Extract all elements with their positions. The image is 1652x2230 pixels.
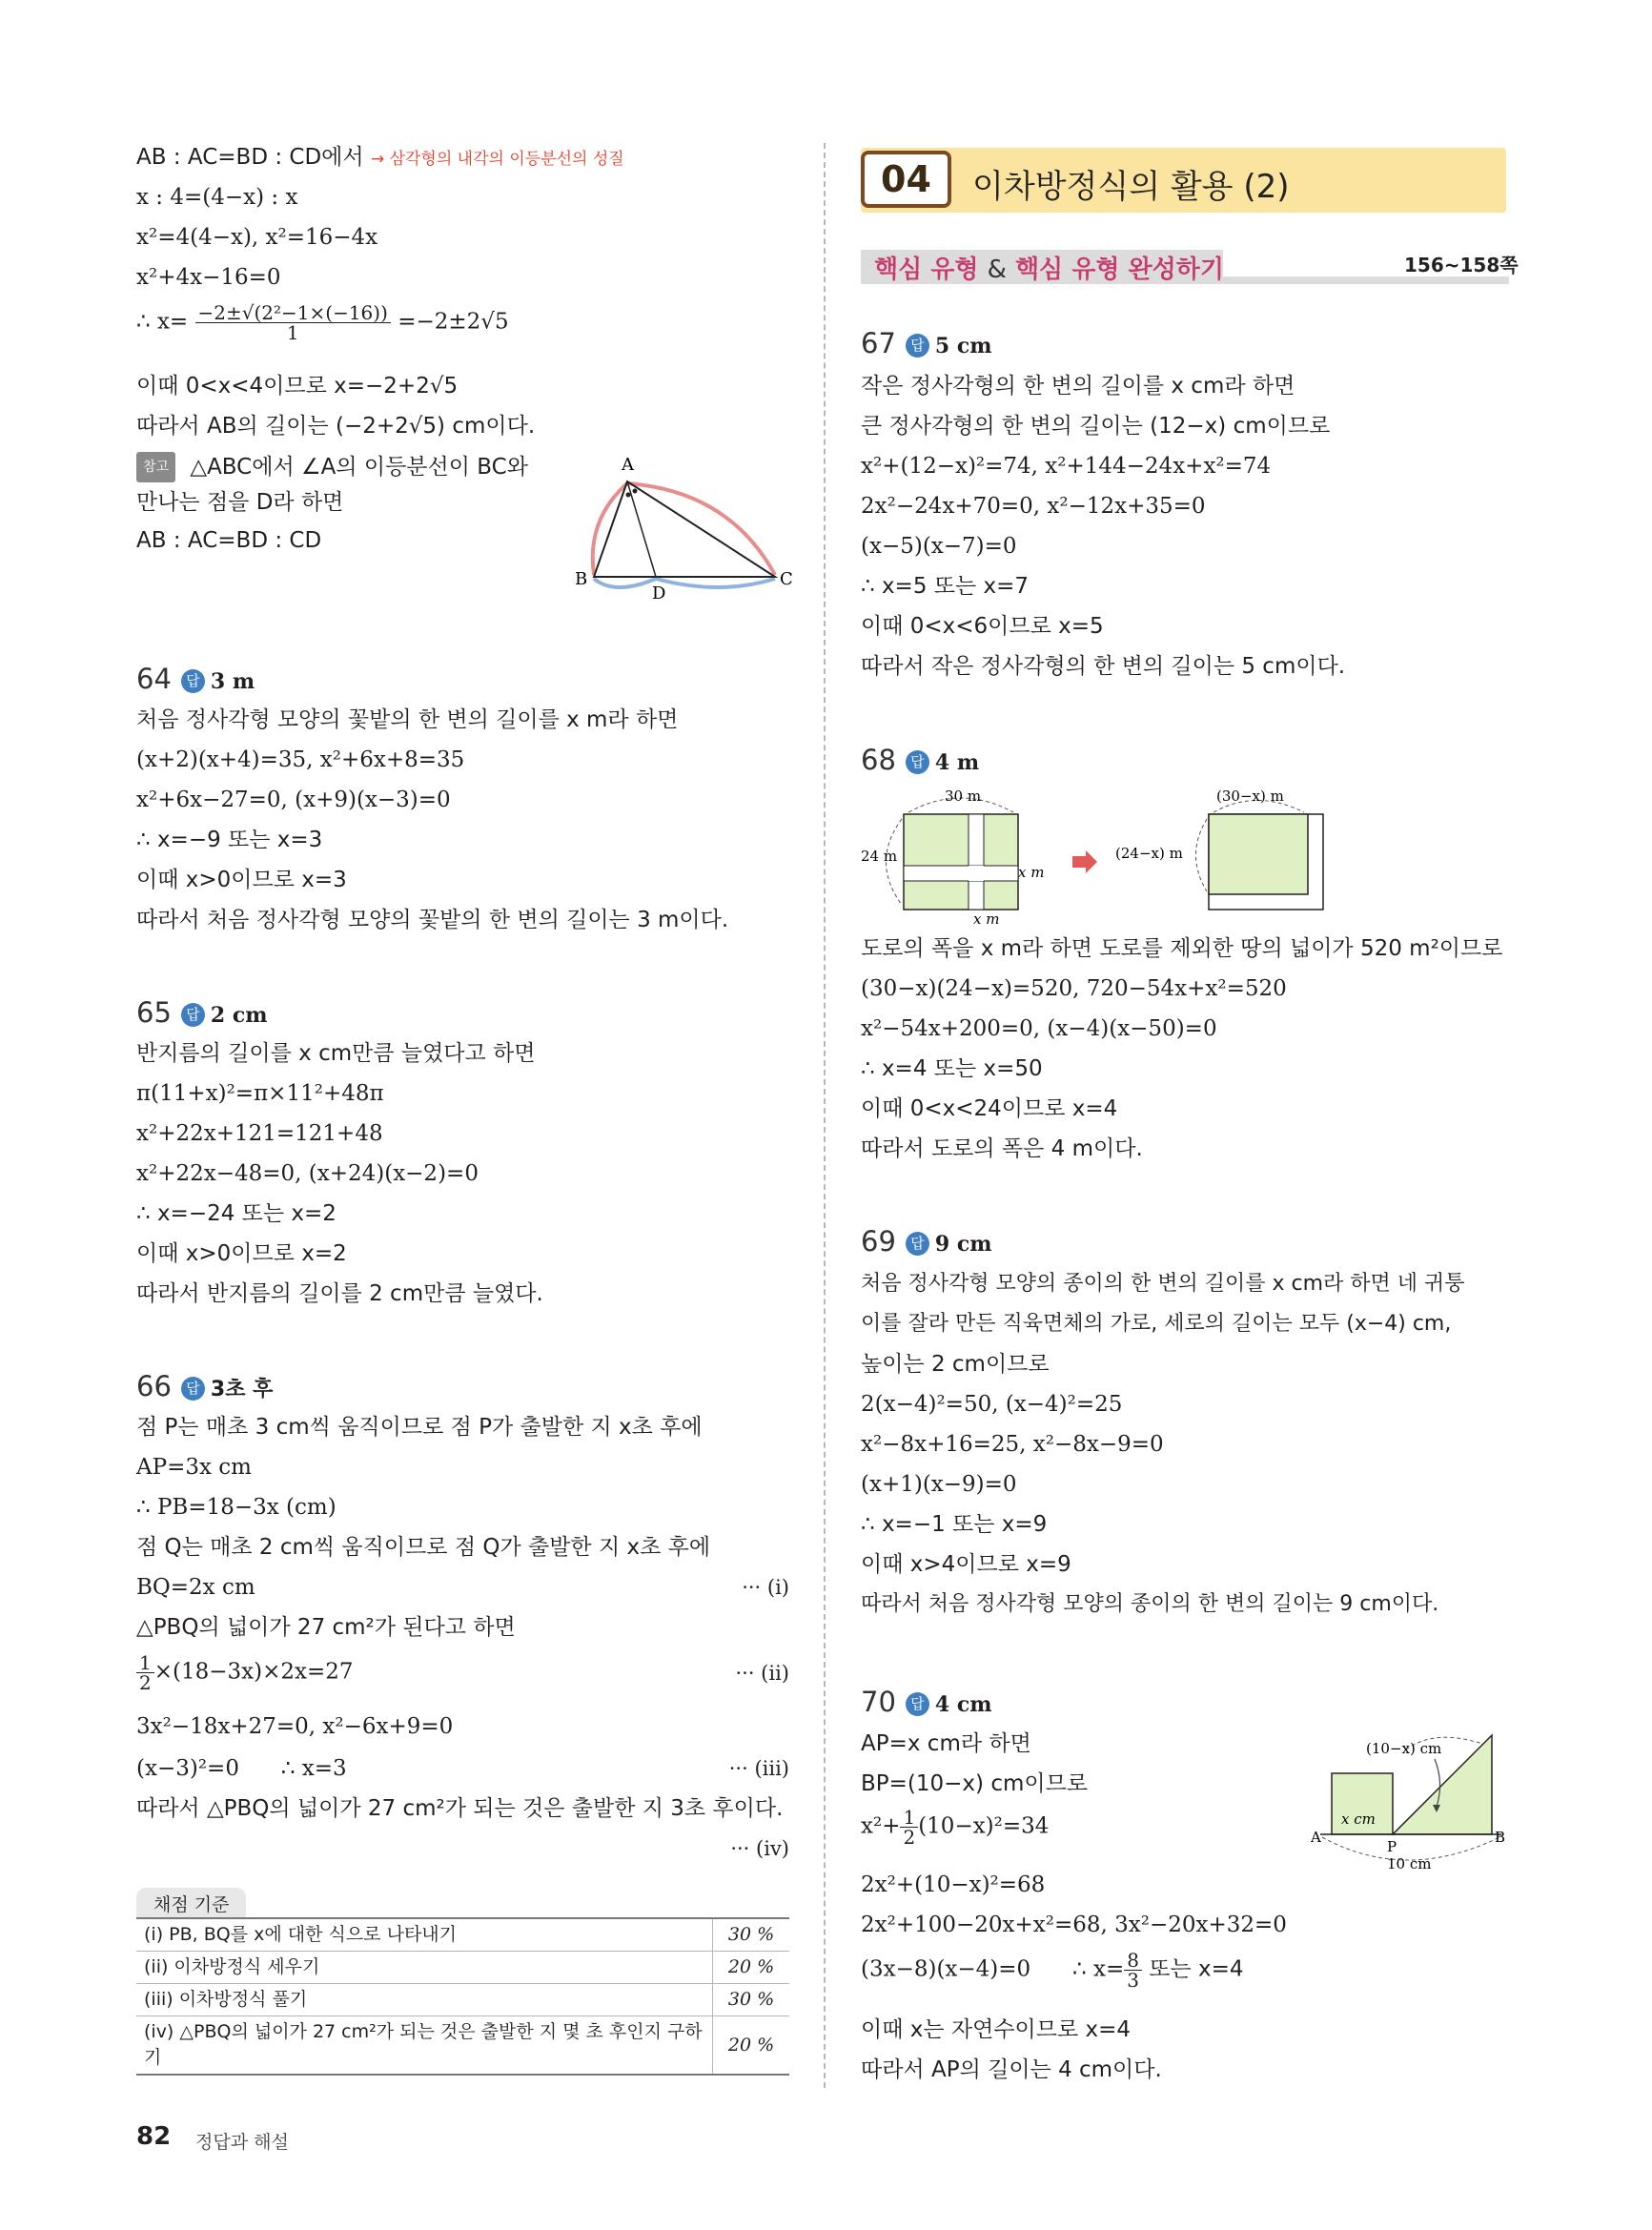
left-line-5 bbox=[136, 303, 509, 342]
eq-suffix: (10−x)²=34 bbox=[918, 1813, 1050, 1839]
bisector-note: → 삼각형의 내각의 이등분선의 성질 bbox=[370, 150, 624, 169]
p69-line: 높이는 2 cm이므로 bbox=[861, 1352, 1050, 1377]
p70-line: AP=x cm라 하면 bbox=[861, 1731, 1031, 1756]
page-range: 156~158쪽 bbox=[1404, 254, 1519, 276]
problem-69-header bbox=[861, 1227, 992, 1258]
p65-line: 따라서 반지름의 길이를 2 cm만큼 늘였다. bbox=[136, 1281, 543, 1306]
answer-badge: 답 bbox=[906, 1232, 929, 1256]
area-equation: ×(18−3x)×2x=27 bbox=[153, 1659, 354, 1685]
problem-67-header bbox=[861, 329, 992, 360]
p66-line bbox=[136, 1653, 789, 1699]
p64-line: ∴ x=−9 또는 x=3 bbox=[136, 828, 323, 852]
p67-line: (x−5)(x−7)=0 bbox=[861, 534, 1017, 559]
problem-number: 69 bbox=[861, 1225, 896, 1258]
table-row bbox=[136, 2016, 789, 2076]
table-row bbox=[136, 1918, 789, 1952]
p69-line: 2(x−4)²=50, (x−4)²=25 bbox=[861, 1392, 1123, 1417]
bisector-ratio-text: AB : AC=BD : CD에서 bbox=[136, 145, 364, 170]
step-marker: ··· (i) bbox=[742, 1576, 789, 1599]
answer-badge: 답 bbox=[181, 1377, 205, 1401]
answer-badge: 답 bbox=[181, 669, 205, 693]
p67-line: 큰 정사각형의 한 변의 길이는 (12−x) cm이므로 bbox=[861, 414, 1331, 439]
fig70-p-label: P bbox=[1387, 1838, 1397, 1855]
fraction-numerator: 1 bbox=[900, 1808, 918, 1828]
answer-value: 4 cm bbox=[934, 1692, 992, 1717]
p69-line: 처음 정사각형 모양의 종이의 한 변의 길이를 x cm라 하면 네 귀퉁 bbox=[861, 1272, 1465, 1296]
p66-line: 점 Q는 매초 2 cm씩 움직이므로 점 Q가 출발한 지 x초 후에 bbox=[136, 1535, 711, 1560]
quadratic-formula-fraction bbox=[195, 303, 391, 342]
problem-70-header bbox=[861, 1688, 992, 1719]
problem-number: 66 bbox=[136, 1370, 172, 1402]
p68-line: 도로의 폭을 x m라 하면 도로를 제외한 땅의 넓이가 520 m²이므로 bbox=[861, 936, 1503, 961]
p66-line bbox=[136, 1573, 789, 1602]
vertex-c-label: C bbox=[780, 569, 793, 589]
p67-line: 따라서 작은 정사각형의 한 변의 길이는 5 cm이다. bbox=[861, 654, 1346, 679]
p68-line: 이때 0<x<24이므로 x=4 bbox=[861, 1096, 1118, 1121]
p68-line: 따라서 도로의 폭은 4 m이다. bbox=[861, 1136, 1143, 1161]
roots-suffix: 또는 x=4 bbox=[1141, 1956, 1244, 1982]
footer-text: 정답과 해설 bbox=[195, 2132, 289, 2153]
point-d-label: D bbox=[652, 583, 666, 604]
p67-line: 작은 정사각형의 한 변의 길이를 x cm라 하면 bbox=[861, 374, 1295, 399]
fig70-top-label: (10−x) cm bbox=[1366, 1740, 1442, 1757]
p69-line: ∴ x=−1 또는 x=9 bbox=[861, 1512, 1048, 1537]
p66-line: △PBQ의 넓이가 27 cm²가 된다고 하면 bbox=[136, 1615, 516, 1640]
answer-value: 9 cm bbox=[934, 1232, 992, 1257]
problem-64-header bbox=[136, 665, 255, 696]
fig-top2-label: (30−x) m bbox=[1216, 788, 1284, 805]
criterion: (iv) △PBQ의 넓이가 27 cm²가 되는 것은 출발한 지 몇 초 후인지 구하기 bbox=[136, 2016, 713, 2076]
p70-line: 이때 x는 자연수이므로 x=4 bbox=[861, 2017, 1132, 2042]
percent: 30 % bbox=[713, 1918, 790, 1952]
fraction-denominator: 2 bbox=[139, 1671, 152, 1694]
p64-line: (x+2)(x+4)=35, x²+6x+8=35 bbox=[136, 747, 465, 772]
vertex-b-label: B bbox=[575, 569, 588, 589]
page-number: 82 bbox=[136, 2122, 172, 2151]
problem-68-header bbox=[861, 746, 979, 777]
left-line-6: 이때 0<x<4이므로 x=−2+2√5 bbox=[136, 374, 459, 399]
answer-value: 5 cm bbox=[934, 334, 992, 358]
criterion: (ii) 이차방정식 세우기 bbox=[136, 1952, 713, 1984]
problem-number: 67 bbox=[861, 327, 896, 359]
fig70-a-label: A bbox=[1311, 1829, 1321, 1846]
percent: 30 % bbox=[713, 1984, 790, 2016]
answer-badge: 답 bbox=[906, 334, 929, 358]
step-marker: ··· (iv) bbox=[730, 1837, 789, 1860]
p65-line: 반지름의 길이를 x cm만큼 늘였다고 하면 bbox=[136, 1041, 536, 1066]
answer-badge: 답 bbox=[181, 1003, 205, 1027]
fig-road-h-label: x m bbox=[973, 910, 1000, 927]
p68-line: x²−54x+200=0, (x−4)(x−50)=0 bbox=[861, 1016, 1217, 1041]
p65-line: 이때 x>0이므로 x=2 bbox=[136, 1241, 347, 1266]
p67-line: ∴ x=5 또는 x=7 bbox=[861, 574, 1030, 599]
fig70-mid-label: x cm bbox=[1341, 1811, 1376, 1828]
criterion: (iii) 이차방정식 풀기 bbox=[136, 1984, 713, 2016]
p69-line: (x+1)(x−9)=0 bbox=[861, 1472, 1017, 1497]
p64-line: 처음 정사각형 모양의 꽃밭의 한 변의 길이를 x m라 하면 bbox=[136, 707, 679, 732]
arrow-right-icon bbox=[1072, 850, 1097, 873]
section-title: 이차방정식의 활용 (2) bbox=[972, 168, 1290, 206]
p68-line: ∴ x=4 또는 x=50 bbox=[861, 1056, 1043, 1081]
fig-top-label: 30 m bbox=[945, 788, 982, 805]
criterion: (i) PB, BQ를 x에 대한 식으로 나타내기 bbox=[136, 1918, 713, 1952]
table-row bbox=[136, 1952, 789, 1984]
step-marker: ··· (iii) bbox=[728, 1757, 789, 1780]
p70-line: BP=(10−x) cm이므로 bbox=[861, 1771, 1089, 1796]
triangle-bisector-diagram bbox=[567, 453, 796, 605]
problem-number: 64 bbox=[136, 663, 172, 695]
answer-badge: 답 bbox=[906, 750, 929, 774]
p65-line: x²+22x−48=0, (x+24)(x−2)=0 bbox=[136, 1161, 479, 1186]
grading-table bbox=[136, 1917, 789, 2076]
problem-number: 65 bbox=[136, 996, 172, 1029]
answer-value: 4 m bbox=[934, 750, 980, 775]
left-line-7: 따라서 AB의 길이는 (−2+2√5) cm이다. bbox=[136, 414, 536, 439]
left-line-2: x : 4=(4−x) : x bbox=[136, 185, 298, 210]
p65-line: x²+22x+121=121+48 bbox=[136, 1121, 383, 1146]
square-triangle-diagram bbox=[1311, 1730, 1511, 1892]
table-row bbox=[136, 1984, 789, 2016]
reference-line-2: 만나는 점을 D라 하면 bbox=[136, 490, 344, 515]
eight-thirds-fraction bbox=[1124, 1951, 1142, 1990]
road-field-diagram bbox=[861, 784, 1328, 927]
p67-line: 2x²−24x+70=0, x²−12x+35=0 bbox=[861, 494, 1206, 519]
fraction-numerator: −2±√(2²−1×(−16)) bbox=[195, 303, 391, 323]
fraction-numerator: 8 bbox=[1124, 1951, 1142, 1971]
answer-value: 3초 후 bbox=[210, 1378, 274, 1401]
answer-value: 3 m bbox=[210, 669, 255, 694]
grading-title: 채점 기준 bbox=[136, 1888, 246, 1919]
p70-line: 따라서 AP의 길이는 4 cm이다. bbox=[861, 2057, 1162, 2082]
p66-line: 따라서 △PBQ의 넓이가 27 cm²가 되는 것은 출발한 지 3초 후이다. bbox=[136, 1796, 784, 1821]
p64-line: x²+6x−27=0, (x+9)(x−3)=0 bbox=[136, 788, 451, 812]
p65-line: π(11+x)²=π×11²+48π bbox=[136, 1081, 384, 1106]
problem-number: 68 bbox=[861, 744, 896, 776]
reference-text-1: △ABC에서 ∠A의 이등분선이 BC와 bbox=[190, 455, 528, 480]
p70-line bbox=[861, 1951, 1244, 1998]
p69-line: 이때 x>4이므로 x=9 bbox=[861, 1552, 1071, 1577]
p68-line: (30−x)(24−x)=520, 720−54x+x²=520 bbox=[861, 976, 1287, 1001]
p70-line: 2x²+(10−x)²=68 bbox=[861, 1872, 1046, 1897]
fraction-denominator: 2 bbox=[903, 1826, 916, 1849]
p66-line: 점 P는 매초 3 cm씩 움직이므로 점 P가 출발한 지 x초 후에 bbox=[136, 1415, 703, 1440]
solve-equation: (x−3)²=0 ∴ x=3 bbox=[136, 1756, 347, 1781]
p65-line: ∴ x=−24 또는 x=2 bbox=[136, 1201, 337, 1226]
left-line-4: x²+4x−16=0 bbox=[136, 265, 281, 290]
step-marker: ··· (ii) bbox=[735, 1662, 789, 1685]
p64-line: 이때 x>0이므로 x=3 bbox=[136, 868, 347, 892]
subheader-part-a: 핵심 유형 bbox=[874, 256, 979, 284]
reference-line-3: AB : AC=BD : CD bbox=[136, 528, 322, 553]
problem-number: 70 bbox=[861, 1686, 896, 1718]
left-line-3: x²=4(4−x), x²=16−4x bbox=[136, 225, 378, 250]
bq-expression: BQ=2x cm bbox=[136, 1575, 255, 1600]
p70-line: 2x²+100−20x+x²=68, 3x²−20x+32=0 bbox=[861, 1913, 1287, 1937]
problem-66-header bbox=[136, 1372, 273, 1404]
half-fraction bbox=[900, 1808, 918, 1847]
p67-line: 이때 0<x<6이므로 x=5 bbox=[861, 614, 1104, 639]
eq-prefix: x²+ bbox=[861, 1813, 901, 1839]
fig-left-label: 24 m bbox=[861, 848, 898, 865]
p66-line: ∴ PB=18−3x (cm) bbox=[136, 1495, 337, 1520]
answer-badge: 답 bbox=[906, 1692, 929, 1716]
p66-line: AP=3x cm bbox=[136, 1455, 252, 1480]
fig-road-v-label: x m bbox=[1018, 864, 1045, 881]
percent: 20 % bbox=[713, 2016, 790, 2076]
answer-value: 2 cm bbox=[210, 1003, 268, 1028]
problem-65-header bbox=[136, 998, 268, 1030]
fig70-b-label: B bbox=[1495, 1829, 1506, 1846]
column-divider bbox=[824, 143, 826, 2088]
p69-line: 따라서 처음 정사각형 모양의 종이의 한 변의 길이는 9 cm이다. bbox=[861, 1592, 1439, 1616]
p66-line: 3x²−18x+27=0, x²−6x+9=0 bbox=[136, 1714, 454, 1739]
p66-line bbox=[136, 1754, 789, 1783]
p69-line: 이를 잘라 만든 직육면체의 가로, 세로의 길이는 모두 (x−4) cm, bbox=[861, 1312, 1452, 1336]
half-fraction bbox=[136, 1653, 154, 1692]
subheader-part-b: 핵심 유형 완성하기 bbox=[1014, 256, 1224, 284]
vertex-a-label: A bbox=[622, 455, 634, 475]
percent: 20 % bbox=[713, 1952, 790, 1984]
subheader-amp: & bbox=[987, 256, 1007, 284]
fig-left2-label: (24−x) m bbox=[1115, 845, 1183, 862]
fraction-denominator: 3 bbox=[1127, 1969, 1139, 1992]
subheader-title bbox=[874, 250, 1224, 285]
p64-line: 따라서 처음 정사각형 모양의 꽃밭의 한 변의 길이는 3 m이다. bbox=[136, 908, 729, 932]
p70-line bbox=[861, 1808, 1049, 1853]
solution-prefix: ∴ x= bbox=[136, 309, 189, 335]
fraction-denominator: 1 bbox=[286, 321, 299, 344]
p69-line: x²−8x+16=25, x²−8x−9=0 bbox=[861, 1432, 1164, 1457]
reference-badge: 참고 bbox=[136, 452, 175, 482]
factored-eq: (3x−8)(x−4)=0 ∴ x= bbox=[861, 1956, 1125, 1982]
fig70-bottom-label: 10 cm bbox=[1387, 1855, 1432, 1872]
section-number: 04 bbox=[861, 151, 951, 208]
reference-line-1 bbox=[136, 452, 528, 482]
p67-line: x²+(12−x)²=74, x²+144−24x+x²=74 bbox=[861, 454, 1272, 479]
fraction-numerator: 1 bbox=[136, 1653, 154, 1673]
solution-result: =−2±2√5 bbox=[398, 309, 509, 335]
left-line-1 bbox=[136, 143, 624, 174]
